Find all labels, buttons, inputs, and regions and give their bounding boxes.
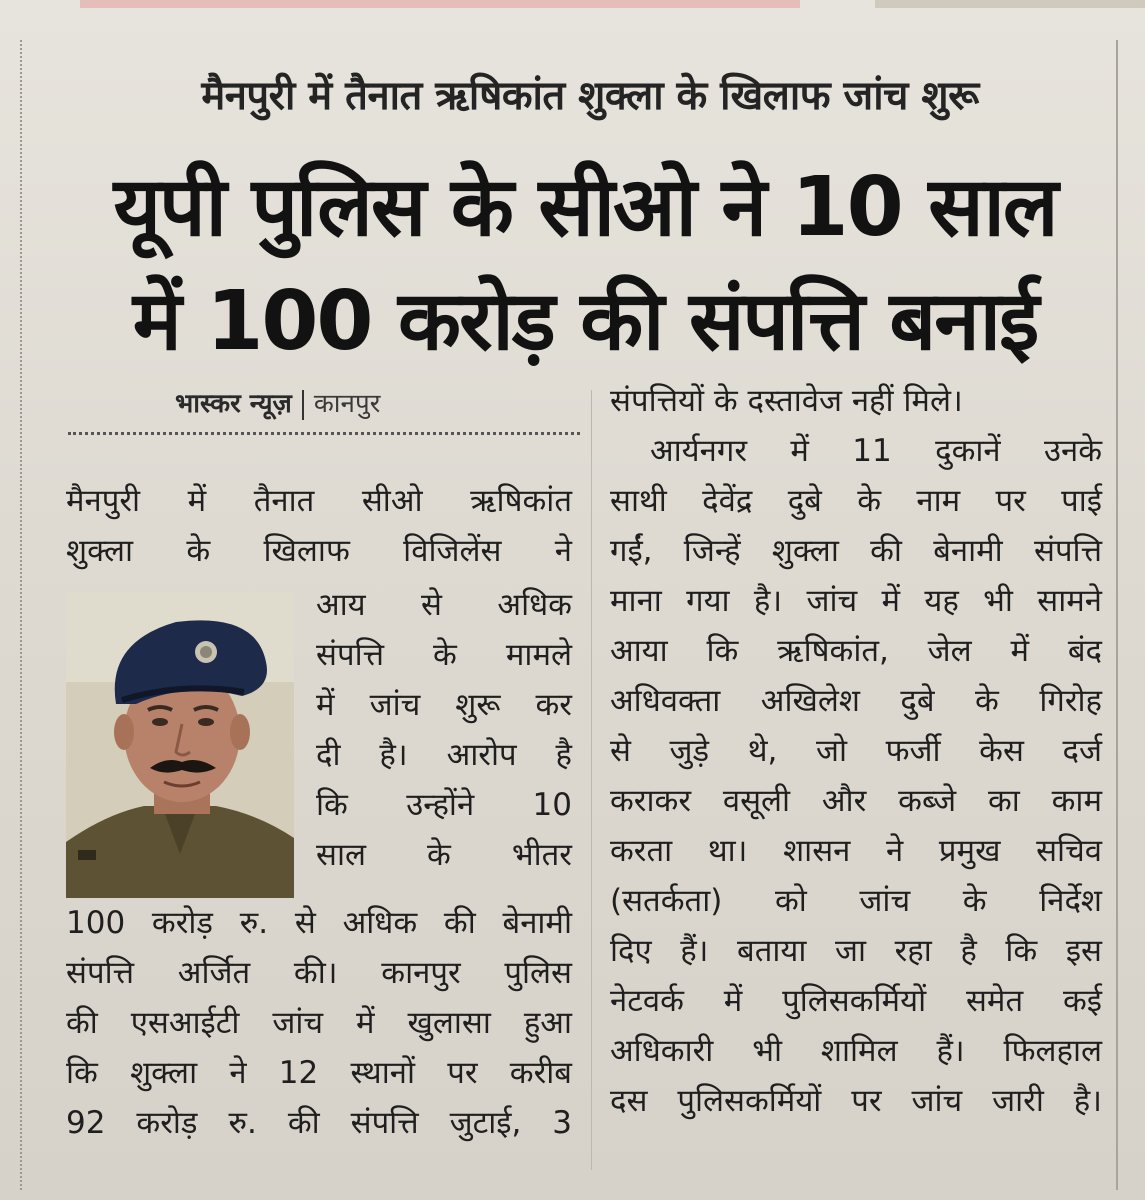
byline-location: कानपुर xyxy=(313,389,381,419)
col2-line: आर्यनगर में 11 दुकानें उनके xyxy=(650,433,1102,469)
col2-line: (सतर्कता) को जांच के निर्देश xyxy=(610,883,1102,919)
column-divider xyxy=(591,390,592,1170)
top-color-strip xyxy=(80,0,800,8)
col1-line-text: शुक्ला के खिलाफ विजिलेंस ने xyxy=(66,533,572,569)
col2-line: अधिकारी भी शामिल हैं। फिलहाल xyxy=(610,1033,1102,1069)
col2-line: माना गया है। जांच में यह भी सामने xyxy=(610,583,1102,619)
officer-portrait-graphic xyxy=(66,592,294,898)
col1-line: की एसआईटी जांच में खुलासा हुआ xyxy=(66,1005,572,1041)
col2-line: नेटवर्क में पुलिसकर्मियों समेत कई xyxy=(610,983,1102,1019)
col1-line: आय से अधिक xyxy=(316,587,572,623)
col2-line: गईं, जिन्हें शुक्ला की बेनामी संपत्ति xyxy=(610,533,1102,569)
col1-line: संपत्ति के मामले xyxy=(316,637,572,673)
col1-line: 92 करोड़ रु. की संपत्ति जुटाई, 3 xyxy=(66,1105,572,1141)
byline-organization: भास्कर न्यूज़ xyxy=(175,389,292,419)
col1-line xyxy=(66,480,572,522)
col2-line: दस पुलिसकर्मियों पर जांच जारी है। xyxy=(610,1083,1102,1119)
byline-separator xyxy=(302,390,304,420)
byline xyxy=(175,384,380,420)
headline-line-1: यूपी पुलिस के सीओ ने 10 साल xyxy=(113,160,1057,255)
col1-line: दी है। आरोप है xyxy=(316,737,572,773)
col2-line: कराकर वसूली और कब्जे का काम xyxy=(610,783,1102,819)
strapline: मैनपुरी में तैनात ऋषिकांत शुक्ला के खिलाफ जांच शुरू xyxy=(201,73,979,119)
col2-line: दिए हैं। बताया जा रहा है कि इस xyxy=(610,933,1102,969)
byline-dotted-rule xyxy=(68,432,580,435)
col2-line: साथी देवेंद्र दुबे के नाम पर पाई xyxy=(610,483,1102,519)
headline-line-2: में 100 करोड़ की संपत्ति बनाई xyxy=(132,274,1038,369)
col2-line: अधिवक्ता अखिलेश दुबे के गिरोह xyxy=(610,683,1102,719)
col1-line xyxy=(66,530,572,572)
col1-line: में जांच शुरू कर xyxy=(316,687,572,723)
col1-line: कि शुक्ला ने 12 स्थानों पर करीब xyxy=(66,1055,572,1091)
left-margin-rule xyxy=(20,40,24,1190)
right-margin-rule xyxy=(1116,40,1118,1190)
col2-line: संपत्तियों के दस्तावेज नहीं मिले। xyxy=(610,383,963,419)
col2-line: से जुड़े थे, जो फर्जी केस दर्ज xyxy=(610,733,1102,769)
col2-line: करता था। शासन ने प्रमुख सचिव xyxy=(610,833,1102,869)
col2-line: आया कि ऋषिकांत, जेल में बंद xyxy=(610,633,1102,669)
col1-line: संपत्ति अर्जित की। कानपुर पुलिस xyxy=(66,955,572,991)
officer-photo xyxy=(66,592,294,898)
col1-line: 100 करोड़ रु. से अधिक की बेनामी xyxy=(66,905,572,941)
col1-line: साल के भीतर xyxy=(316,837,572,873)
col1-line-text: मैनपुरी में तैनात सीओ ऋषिकांत xyxy=(66,483,572,519)
top-neighbor-strip xyxy=(875,0,1145,8)
col1-line: कि उन्होंने 10 xyxy=(316,787,572,823)
